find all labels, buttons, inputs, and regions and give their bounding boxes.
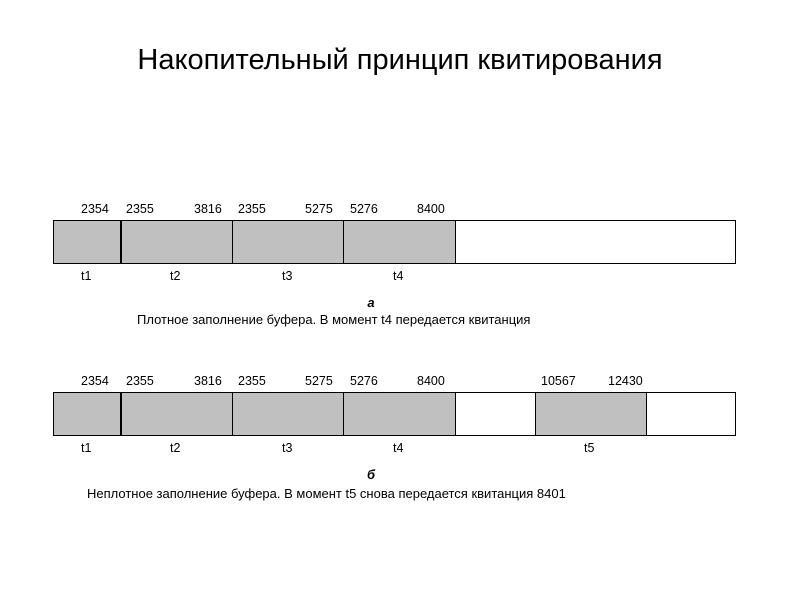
buffer-bar	[53, 392, 736, 436]
segment-t3	[233, 393, 344, 435]
label-5276: 5276	[350, 202, 378, 216]
segment-t4	[344, 221, 456, 263]
buffer-bar	[53, 220, 736, 264]
time-t4: t4	[393, 441, 404, 455]
time-t1: t1	[81, 269, 92, 283]
time-t4: t4	[393, 269, 404, 283]
label-5275: 5275	[305, 374, 333, 388]
segment-t1	[54, 393, 122, 435]
time-t2: t2	[170, 269, 181, 283]
diagram-caption: Неплотное заполнение буфера. В момент t5 снова передается квитанция 8401	[87, 486, 566, 501]
label-5276: 5276	[350, 374, 378, 388]
time-t3: t3	[282, 441, 293, 455]
label-12430: 12430	[608, 374, 643, 388]
label-8400: 8400	[417, 202, 445, 216]
label-5275: 5275	[305, 202, 333, 216]
label-2355: 2355	[126, 202, 154, 216]
label-10567: 10567	[541, 374, 576, 388]
diagram-letter: а	[367, 295, 375, 310]
label-3816: 3816	[194, 202, 222, 216]
time-t1: t1	[81, 441, 92, 455]
time-t5: t5	[584, 441, 595, 455]
page-title: Накопительный принцип квитирования	[137, 44, 663, 76]
time-t3: t3	[282, 269, 293, 283]
diagram-caption: Плотное заполнение буфера. В момент t4 передается квитанция	[137, 312, 531, 327]
label-3816: 3816	[194, 374, 222, 388]
segment-t2	[122, 393, 233, 435]
segment-t3	[233, 221, 344, 263]
label-2355: 2355	[238, 374, 266, 388]
segment-t1	[54, 221, 122, 263]
label-2354: 2354	[81, 374, 109, 388]
segment-t5	[536, 393, 647, 435]
label-2354: 2354	[81, 202, 109, 216]
segment-t4	[344, 393, 456, 435]
label-8400: 8400	[417, 374, 445, 388]
diagram-letter: б	[366, 467, 376, 482]
label-2355: 2355	[238, 202, 266, 216]
segment-gap	[456, 393, 536, 435]
label-2355: 2355	[126, 374, 154, 388]
time-t2: t2	[170, 441, 181, 455]
segment-t2	[122, 221, 233, 263]
